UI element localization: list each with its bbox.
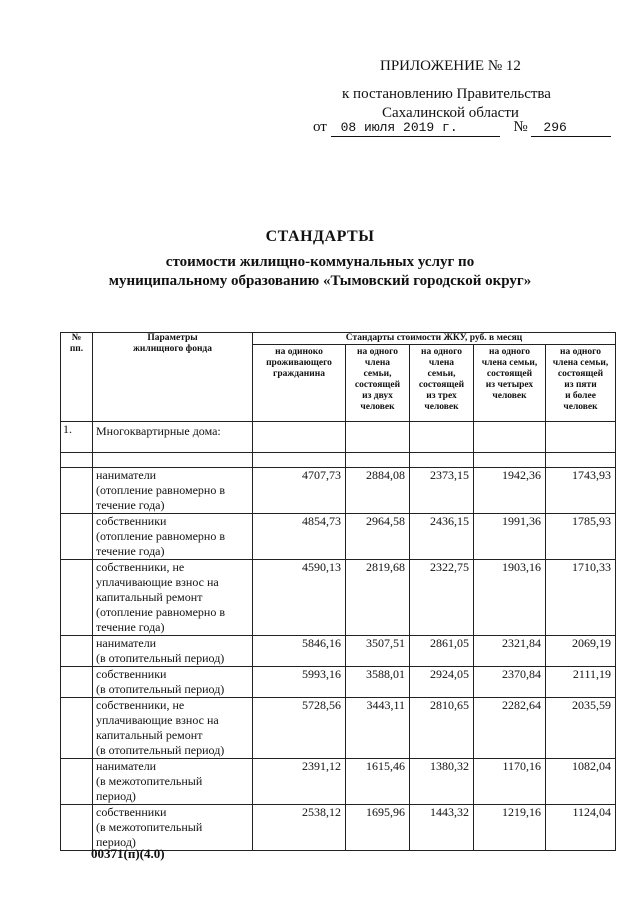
table-cell bbox=[474, 422, 546, 453]
row-value-cell: 1170,16 bbox=[474, 759, 546, 805]
row-index-cell bbox=[61, 560, 93, 636]
row-value-cell: 2810,65 bbox=[410, 698, 474, 759]
annex-date-row bbox=[313, 119, 611, 137]
row-parameter: собственники (в отопительный период) bbox=[93, 667, 253, 698]
row-value-cell: 1991,36 bbox=[474, 514, 546, 560]
table-cell bbox=[410, 453, 474, 468]
document-title: СТАНДАРТЫ bbox=[265, 228, 375, 245]
table-row bbox=[61, 759, 616, 805]
row-value-cell: 1443,32 bbox=[410, 805, 474, 851]
header-col-family-2: на одного члена семьи, состоящей из двух человек bbox=[346, 345, 410, 422]
section-row bbox=[61, 422, 616, 453]
row-value-cell: 2035,59 bbox=[546, 698, 616, 759]
table-body bbox=[61, 422, 616, 851]
document-subtitle-line1: стоимости жилищно-коммунальных услуг по bbox=[165, 254, 475, 270]
decree-date: 08 июля 2019 г. bbox=[331, 119, 500, 137]
row-value-cell: 3443,11 bbox=[346, 698, 410, 759]
table-cell bbox=[546, 453, 616, 468]
table-cell bbox=[346, 422, 410, 453]
row-value-cell: 5993,16 bbox=[253, 667, 346, 698]
row-value-cell: 1082,04 bbox=[546, 759, 616, 805]
row-value-cell: 2964,58 bbox=[346, 514, 410, 560]
table-row bbox=[61, 468, 616, 514]
annex-title: ПРИЛОЖЕНИЕ № 12 bbox=[380, 58, 521, 74]
row-index-cell bbox=[61, 805, 93, 851]
row-value-cell: 3588,01 bbox=[346, 667, 410, 698]
section-index: 1. bbox=[61, 422, 93, 453]
table-row bbox=[61, 636, 616, 667]
header-standards-group: Стандарты стоимости ЖКУ, руб. в месяц bbox=[253, 333, 616, 345]
spacer-row bbox=[61, 453, 616, 468]
row-value-cell: 2924,05 bbox=[410, 667, 474, 698]
row-value-cell: 2391,12 bbox=[253, 759, 346, 805]
table-row bbox=[61, 698, 616, 759]
header-col-family-3: на одного члена семьи, состоящей из трех человек bbox=[410, 345, 474, 422]
table-cell bbox=[61, 453, 93, 468]
row-value-cell: 2282,64 bbox=[474, 698, 546, 759]
row-value-cell: 2370,84 bbox=[474, 667, 546, 698]
annex-region-line: Сахалинской области bbox=[382, 105, 519, 121]
row-value-cell: 1743,93 bbox=[546, 468, 616, 514]
row-value-cell: 2884,08 bbox=[346, 468, 410, 514]
table-row bbox=[61, 667, 616, 698]
annex-decree-line: к постановлению Правительства bbox=[342, 86, 551, 102]
row-value-cell: 1710,33 bbox=[546, 560, 616, 636]
table-row bbox=[61, 805, 616, 851]
row-value-cell: 5846,16 bbox=[253, 636, 346, 667]
row-index-cell bbox=[61, 698, 93, 759]
row-value-cell: 2538,12 bbox=[253, 805, 346, 851]
row-value-cell: 5728,56 bbox=[253, 698, 346, 759]
row-value-cell: 1695,96 bbox=[346, 805, 410, 851]
table-cell bbox=[346, 453, 410, 468]
decree-number: 296 bbox=[531, 119, 611, 137]
row-value-cell: 3507,51 bbox=[346, 636, 410, 667]
row-parameter: наниматели (в отопительный период) bbox=[93, 636, 253, 667]
row-index-cell bbox=[61, 759, 93, 805]
row-value-cell: 2322,75 bbox=[410, 560, 474, 636]
row-value-cell: 1615,46 bbox=[346, 759, 410, 805]
row-value-cell: 2819,68 bbox=[346, 560, 410, 636]
row-value-cell: 2069,19 bbox=[546, 636, 616, 667]
row-index-cell bbox=[61, 468, 93, 514]
row-parameter: наниматели (отопление равномерно в течение года) bbox=[93, 468, 253, 514]
row-value-cell: 1785,93 bbox=[546, 514, 616, 560]
row-value-cell: 4854,73 bbox=[253, 514, 346, 560]
table-cell bbox=[410, 422, 474, 453]
number-prefix: № bbox=[513, 119, 528, 135]
row-value-cell: 2321,84 bbox=[474, 636, 546, 667]
document-code: 00371(п)(4.0) bbox=[91, 846, 165, 861]
standards-table bbox=[60, 332, 616, 851]
table-row bbox=[61, 514, 616, 560]
row-value-cell: 1124,04 bbox=[546, 805, 616, 851]
table-cell bbox=[253, 453, 346, 468]
section-label: Многоквартирные дома: bbox=[93, 422, 253, 453]
row-value-cell: 2861,05 bbox=[410, 636, 474, 667]
row-index-cell bbox=[61, 514, 93, 560]
row-value-cell: 2111,19 bbox=[546, 667, 616, 698]
row-value-cell: 4707,73 bbox=[253, 468, 346, 514]
table-row bbox=[61, 560, 616, 636]
row-value-cell: 1380,32 bbox=[410, 759, 474, 805]
table-cell bbox=[93, 453, 253, 468]
row-parameter: собственники (в межотопительный период) bbox=[93, 805, 253, 851]
table-cell bbox=[474, 453, 546, 468]
row-parameter: собственники, не уплачивающие взнос на капитальный ремонт (отопление равномерно в течение года) bbox=[93, 560, 253, 636]
table-cell bbox=[546, 422, 616, 453]
header-col-family-5plus: на одного члена семьи, состоящей из пяти и более человек bbox=[546, 345, 616, 422]
row-value-cell: 1942,36 bbox=[474, 468, 546, 514]
header-parameters: Параметры жилищного фонда bbox=[93, 333, 253, 422]
header-number: № пп. bbox=[61, 333, 93, 422]
date-prefix: от bbox=[313, 119, 327, 135]
document-subtitle-line2: муниципальному образованию «Тымовский городской округ» bbox=[108, 273, 532, 289]
row-parameter: собственники, не уплачивающие взнос на капитальный ремонт (в отопительный период) bbox=[93, 698, 253, 759]
row-parameter: собственники (отопление равномерно в течение года) bbox=[93, 514, 253, 560]
row-index-cell bbox=[61, 667, 93, 698]
row-value-cell: 2373,15 bbox=[410, 468, 474, 514]
row-index-cell bbox=[61, 636, 93, 667]
table-cell bbox=[253, 422, 346, 453]
row-value-cell: 4590,13 bbox=[253, 560, 346, 636]
header-col-family-4: на одного члена семьи, состоящей из четырех человек bbox=[474, 345, 546, 422]
header-col-single: на одиноко проживающего гражданина bbox=[253, 345, 346, 422]
row-value-cell: 1903,16 bbox=[474, 560, 546, 636]
row-value-cell: 1219,16 bbox=[474, 805, 546, 851]
row-value-cell: 2436,15 bbox=[410, 514, 474, 560]
row-parameter: наниматели (в межотопительный период) bbox=[93, 759, 253, 805]
